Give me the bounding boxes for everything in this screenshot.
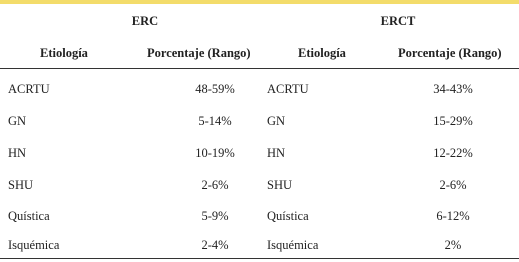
col-header-porcentaje-1: Porcentaje (Rango) (147, 46, 251, 60)
cell-porcentaje-erc: 2-6% (201, 178, 229, 192)
cell-porcentaje-erc: 5-14% (198, 114, 232, 128)
cell-porcentaje-erc: 48-59% (195, 82, 235, 96)
table-row (0, 170, 519, 202)
cell-etiologia-erc: SHU (8, 178, 34, 192)
cell-etiologia-erct: Isquémica (267, 238, 319, 252)
table-row (0, 201, 519, 233)
col-header-etiologia-1: Etiología (40, 46, 88, 60)
cell-etiologia-erct: GN (267, 114, 286, 128)
col-header-porcentaje-2: Porcentaje (Rango) (398, 46, 502, 60)
cell-etiologia-erct: SHU (267, 178, 293, 192)
cell-porcentaje-erct: 15-29% (433, 114, 473, 128)
cell-etiologia-erc: HN (8, 146, 27, 160)
cell-porcentaje-erct: 2% (444, 238, 462, 252)
cell-porcentaje-erc: 10-19% (195, 146, 235, 160)
cell-etiologia-erct: Quística (267, 209, 309, 223)
table-row (0, 106, 519, 138)
bottom-rule (0, 258, 519, 259)
cell-etiologia-erc: GN (8, 114, 27, 128)
etiology-table (0, 4, 519, 259)
cell-porcentaje-erct: 2-6% (439, 178, 467, 192)
cell-porcentaje-erc: 5-9% (201, 209, 229, 223)
cell-etiologia-erct: ACRTU (267, 82, 309, 96)
col-header-etiologia-2: Etiología (298, 46, 346, 60)
cell-etiologia-erc: ACRTU (8, 82, 50, 96)
table-row (0, 138, 519, 170)
cell-etiologia-erc: Quística (8, 209, 50, 223)
cell-porcentaje-erct: 6-12% (436, 209, 470, 223)
cell-porcentaje-erct: 34-43% (433, 82, 473, 96)
table-row (0, 74, 519, 106)
cell-etiologia-erc: Isquémica (8, 238, 60, 252)
group-header-erct: ERCT (380, 14, 416, 28)
cell-porcentaje-erct: 12-22% (433, 146, 473, 160)
cell-porcentaje-erc: 2-4% (201, 238, 229, 252)
cell-etiologia-erct: HN (267, 146, 286, 160)
group-header-erc: ERC (131, 14, 159, 28)
header-rule (0, 68, 519, 69)
